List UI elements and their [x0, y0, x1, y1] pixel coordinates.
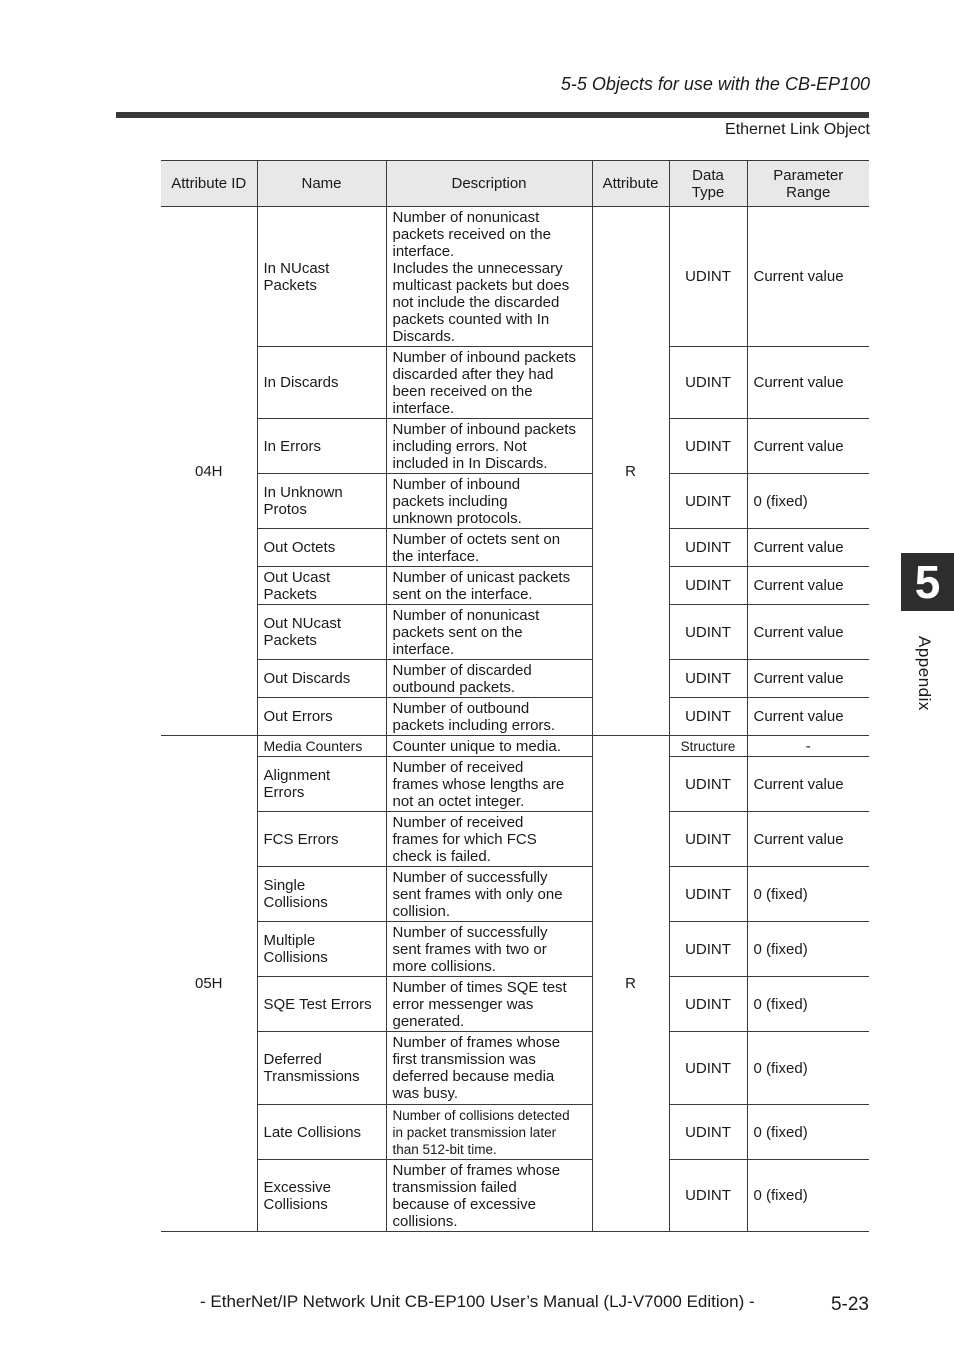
table-row: [161, 347, 869, 419]
page-number: 5-23: [830, 1294, 869, 1315]
table-row: [161, 922, 869, 977]
table-row: [161, 812, 869, 867]
parameter-range-cell: Current value: [747, 660, 869, 698]
description-cell: Number of unicast packets sent on the interface.: [386, 567, 592, 605]
table-row: [161, 757, 869, 812]
description-cell: Number of inbound packets discarded after they had been received on the interface.: [386, 347, 592, 419]
parameter-range-cell: Current value: [747, 698, 869, 736]
table-row: [161, 1160, 869, 1232]
parameter-range-cell: Current value: [747, 757, 869, 812]
description-cell: Number of received frames for which FCS check is failed.: [386, 812, 592, 867]
column-header: Attribute ID: [161, 161, 257, 207]
description-cell: Number of inbound packets including errors. Not included in In Discards.: [386, 419, 592, 474]
parameter-range-cell: 0 (fixed): [747, 1160, 869, 1232]
name-cell: Out Octets: [257, 529, 386, 567]
table-row: [161, 474, 869, 529]
parameter-range-cell: 0 (fixed): [747, 474, 869, 529]
description-cell: Number of times SQE test error messenger was generated.: [386, 977, 592, 1032]
table-row: [161, 605, 869, 660]
column-header: Name: [257, 161, 386, 207]
description-cell: Number of inbound packets including unknown protocols.: [386, 474, 592, 529]
attribute-id-cell: 05H: [161, 736, 257, 1232]
parameter-range-cell: 0 (fixed): [747, 867, 869, 922]
data-type-cell: UDINT: [669, 1105, 747, 1160]
parameter-range-cell: Current value: [747, 529, 869, 567]
name-cell: SQE Test Errors: [257, 977, 386, 1032]
data-type-cell: UDINT: [669, 922, 747, 977]
data-type-cell: UDINT: [669, 1160, 747, 1232]
name-cell: Excessive Collisions: [257, 1160, 386, 1232]
footer-manual-title: - EtherNet/IP Network Unit CB-EP100 User’s Manual (LJ-V7000 Edition) -: [200, 1292, 755, 1311]
description-cell: Number of nonunicast packets sent on the interface.: [386, 605, 592, 660]
attribute-cell: R: [592, 736, 669, 1232]
attribute-cell: R: [592, 207, 669, 736]
data-type-cell: UDINT: [669, 474, 747, 529]
parameter-range-cell: Current value: [747, 605, 869, 660]
data-type-cell: UDINT: [669, 529, 747, 567]
name-cell: In Discards: [257, 347, 386, 419]
parameter-range-cell: Current value: [747, 567, 869, 605]
table-row: [161, 736, 869, 757]
description-cell: Number of successfully sent frames with two or more collisions.: [386, 922, 592, 977]
table-row: [161, 207, 869, 347]
name-cell: In NUcast Packets: [257, 207, 386, 347]
description-cell: Number of successfully sent frames with only one collision.: [386, 867, 592, 922]
parameter-range-cell: 0 (fixed): [747, 1032, 869, 1105]
parameter-range-cell: -: [747, 736, 869, 757]
table-row: [161, 698, 869, 736]
parameter-range-cell: 0 (fixed): [747, 922, 869, 977]
table-subtitle: Ethernet Link Object: [725, 121, 870, 138]
header-rule: [116, 112, 869, 118]
data-type-cell: UDINT: [669, 977, 747, 1032]
name-cell: In Errors: [257, 419, 386, 474]
name-cell: FCS Errors: [257, 812, 386, 867]
description-cell: Number of octets sent on the interface.: [386, 529, 592, 567]
data-type-cell: UDINT: [669, 867, 747, 922]
data-type-cell: UDINT: [669, 567, 747, 605]
table-row: [161, 567, 869, 605]
name-cell: Media Counters: [257, 736, 386, 757]
table-row: [161, 867, 869, 922]
column-header: Description: [386, 161, 592, 207]
name-cell: Deferred Transmissions: [257, 1032, 386, 1105]
description-cell: Number of frames whose first transmission was deferred because media was busy.: [386, 1032, 592, 1105]
description-cell: Counter unique to media.: [386, 736, 592, 757]
table-row: [161, 977, 869, 1032]
parameter-range-cell: Current value: [747, 419, 869, 474]
table-row: [161, 660, 869, 698]
table-header-row: [161, 161, 869, 207]
table-row: [161, 1032, 869, 1105]
section-header: 5-5 Objects for use with the CB-EP100: [560, 74, 870, 94]
column-header: Parameter Range: [747, 161, 869, 207]
column-header: Data Type: [669, 161, 747, 207]
description-cell: Number of collisions detected in packet transmission later than 512-bit time.: [386, 1105, 592, 1160]
data-type-cell: UDINT: [669, 347, 747, 419]
data-type-cell: UDINT: [669, 1032, 747, 1105]
chapter-tab-label: Appendix: [915, 636, 934, 711]
data-type-cell: Structure: [669, 736, 747, 757]
description-cell: Number of discarded outbound packets.: [386, 660, 592, 698]
data-type-cell: UDINT: [669, 605, 747, 660]
name-cell: Out NUcast Packets: [257, 605, 386, 660]
description-cell: Number of frames whose transmission failed because of excessive collisions.: [386, 1160, 592, 1232]
parameter-range-cell: Current value: [747, 347, 869, 419]
description-cell: Number of outbound packets including errors.: [386, 698, 592, 736]
column-header: Attribute: [592, 161, 669, 207]
name-cell: Multiple Collisions: [257, 922, 386, 977]
data-type-cell: UDINT: [669, 812, 747, 867]
name-cell: In Unknown Protos: [257, 474, 386, 529]
attribute-id-cell: 04H: [161, 207, 257, 736]
chapter-tab-number: 5: [901, 553, 954, 611]
parameter-range-cell: 0 (fixed): [747, 1105, 869, 1160]
parameter-range-cell: 0 (fixed): [747, 977, 869, 1032]
name-cell: Out Discards: [257, 660, 386, 698]
data-type-cell: UDINT: [669, 660, 747, 698]
data-type-cell: UDINT: [669, 757, 747, 812]
name-cell: Single Collisions: [257, 867, 386, 922]
name-cell: Late Collisions: [257, 1105, 386, 1160]
description-cell: Number of nonunicast packets received on the interface. Includes the unnecessary multicast packets but does not include the discarded packets counted with In Discards.: [386, 207, 592, 347]
name-cell: Out Ucast Packets: [257, 567, 386, 605]
table-row: [161, 1105, 869, 1160]
name-cell: Out Errors: [257, 698, 386, 736]
table-row: [161, 529, 869, 567]
data-type-cell: UDINT: [669, 419, 747, 474]
parameter-range-cell: Current value: [747, 207, 869, 347]
ethernet-link-object-table: [161, 160, 869, 1232]
description-cell: Number of received frames whose lengths are not an octet integer.: [386, 757, 592, 812]
data-type-cell: UDINT: [669, 698, 747, 736]
data-type-cell: UDINT: [669, 207, 747, 347]
parameter-range-cell: Current value: [747, 812, 869, 867]
name-cell: Alignment Errors: [257, 757, 386, 812]
table-row: [161, 419, 869, 474]
